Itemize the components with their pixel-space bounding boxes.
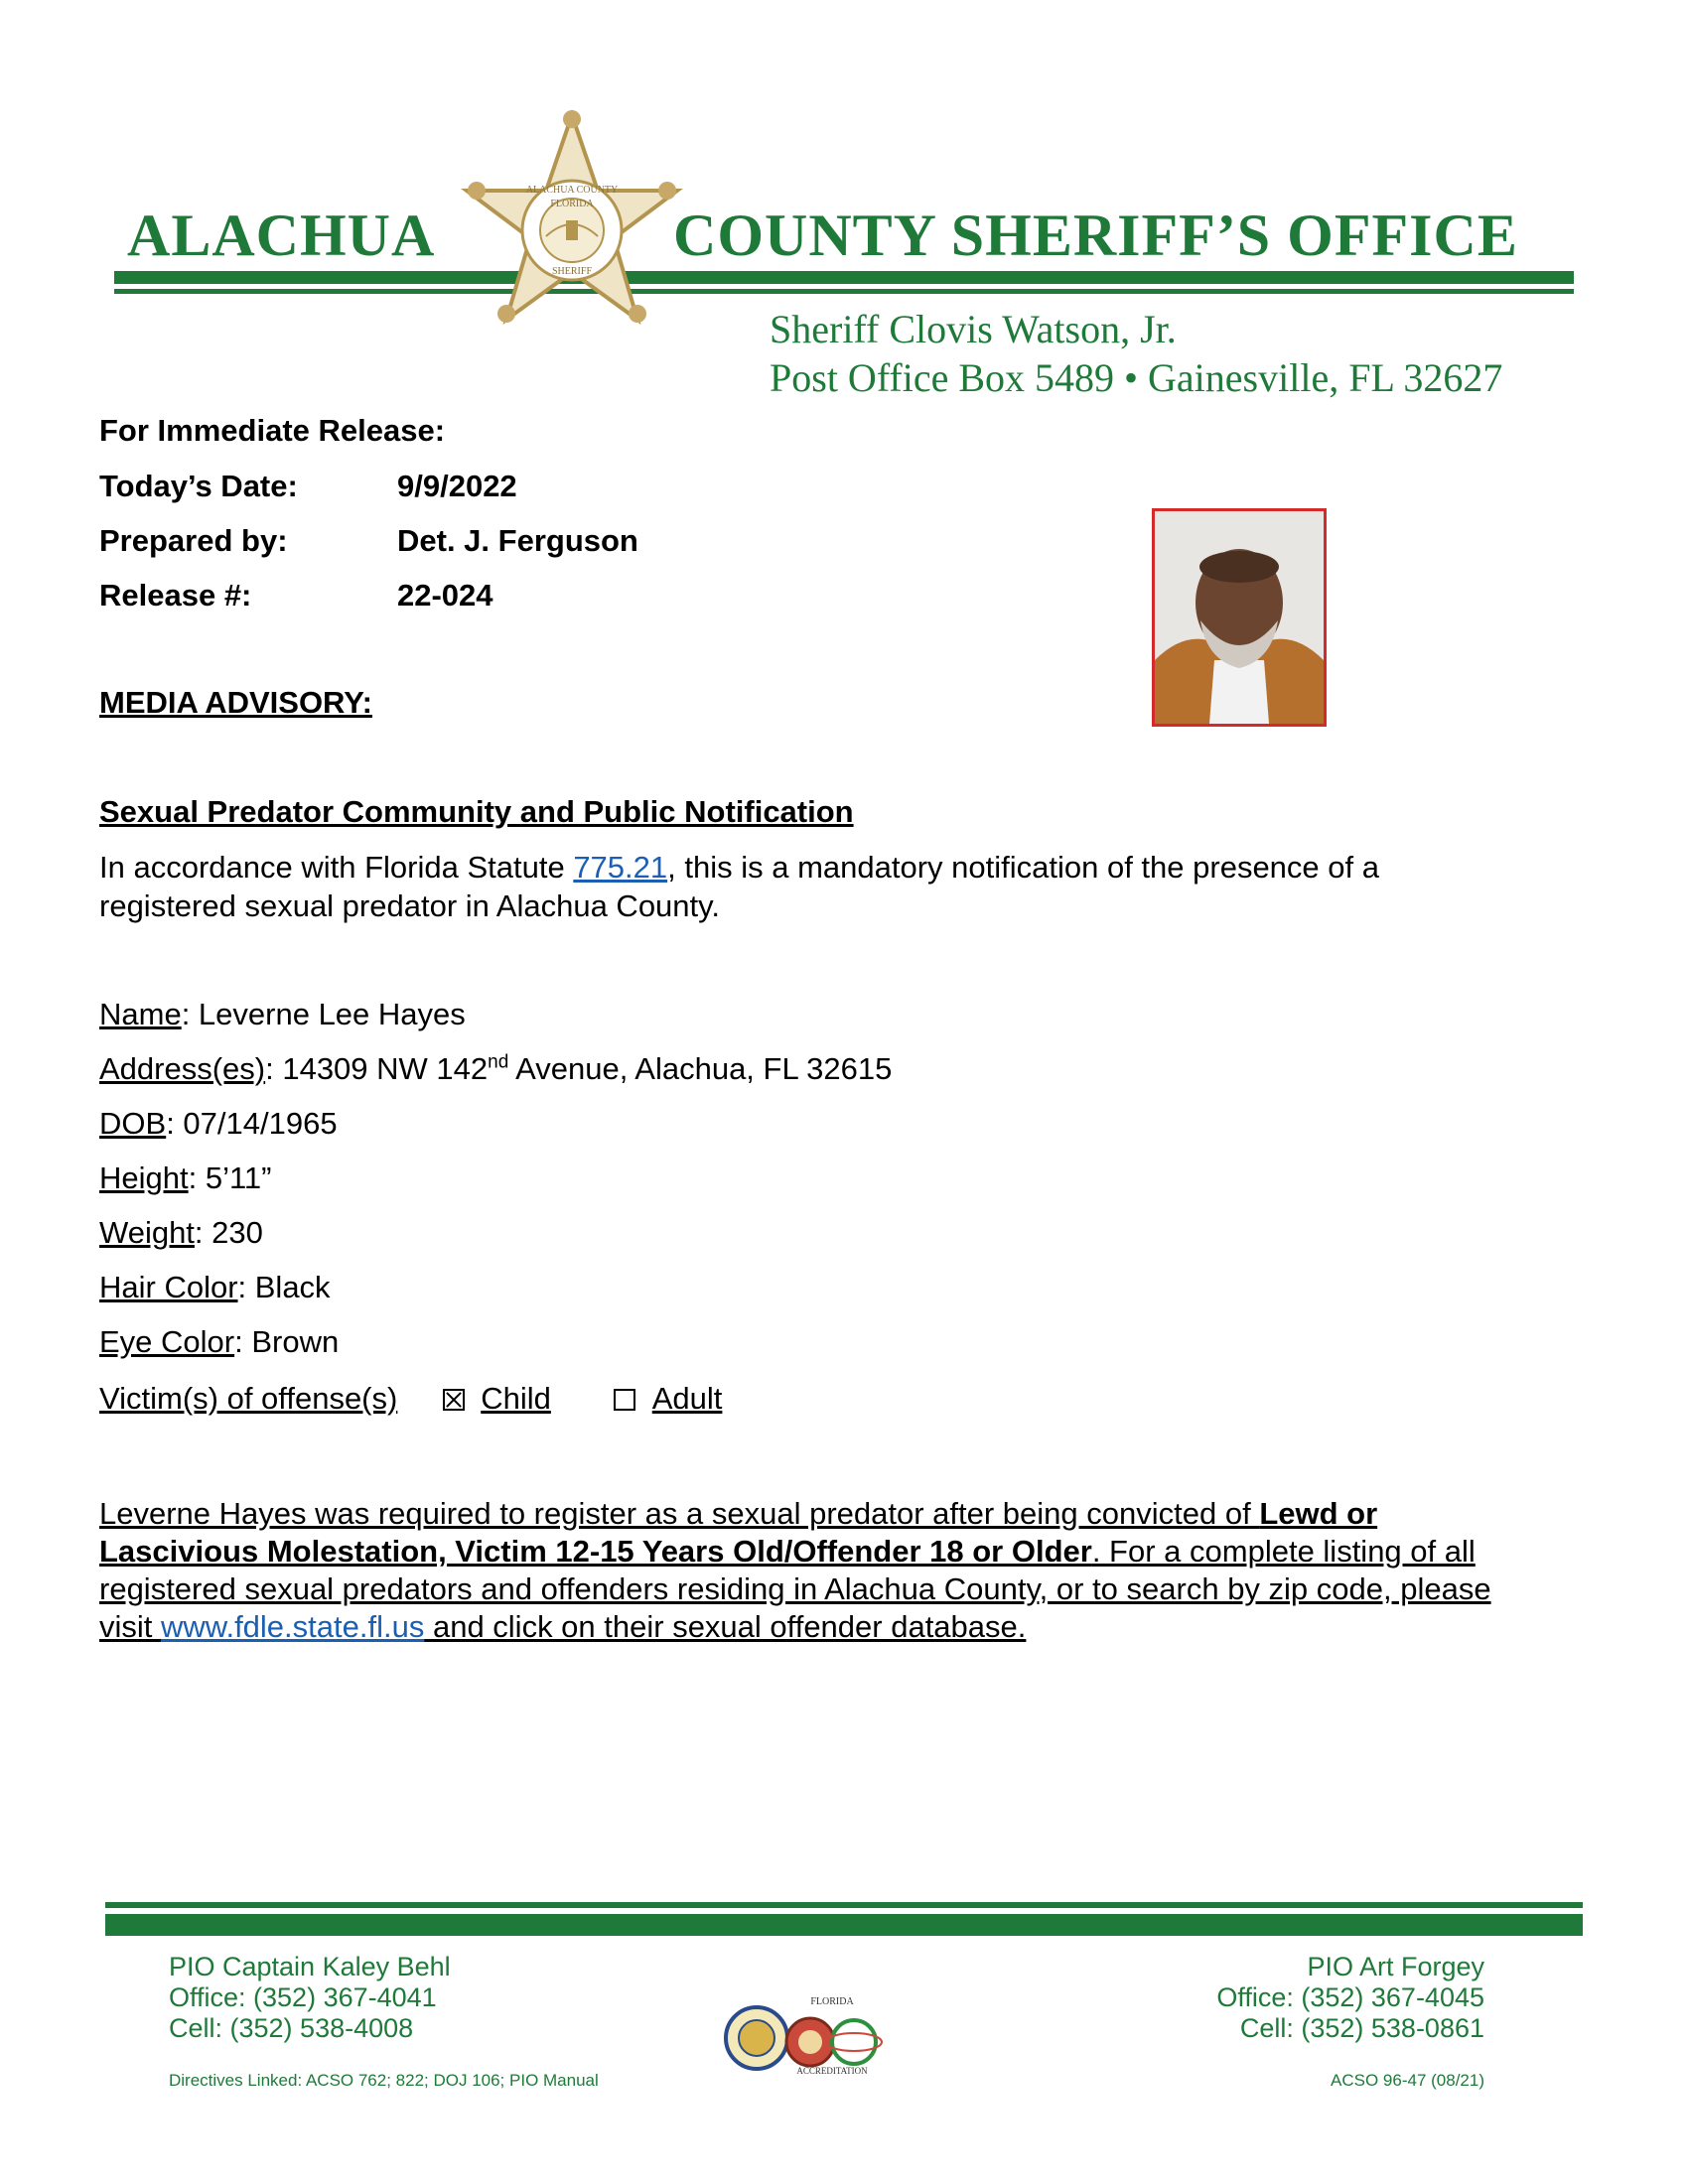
hair-color-label: Hair Color: [99, 1270, 238, 1304]
office-address: Post Office Box 5489 • Gainesville, FL 32627: [770, 355, 1503, 400]
eye-color-label: Eye Color: [99, 1324, 235, 1359]
footer-left-name: PIO Captain Kaley Behl: [169, 1952, 451, 1981]
footer-right-office: Office: (352) 367-4045: [1216, 1982, 1484, 2012]
footer-rule-thick: [105, 1914, 1583, 1936]
eye-color-value: : Brown: [234, 1324, 340, 1359]
dob-value: : 07/14/1965: [166, 1106, 338, 1141]
dob-label: DOB: [99, 1106, 167, 1141]
sheriff-name: Sheriff Clovis Watson, Jr.: [770, 307, 1177, 351]
adult-option-label: Adult: [651, 1381, 723, 1416]
dob-field: [99, 1106, 338, 1142]
notification-heading: Sexual Predator Community and Public Notification: [99, 794, 854, 829]
badge-text-county: ALACHUA COUNTY: [525, 185, 619, 196]
release-number-label: Release #:: [99, 578, 252, 613]
conviction-notice: [99, 1495, 1499, 1646]
notification-intro: [99, 848, 1489, 925]
fdle-website-link[interactable]: www.fdle.state.fl.us: [161, 1609, 425, 1644]
person-photo-icon: [1155, 511, 1324, 724]
address-field: [99, 1051, 892, 1087]
accreditation-seals-icon: [721, 1990, 895, 2075]
height-field: [99, 1160, 271, 1196]
header-rule-thin: [114, 289, 1574, 294]
immediate-release-label: For Immediate Release:: [99, 413, 446, 448]
victims-label: Victim(s) of offense(s): [99, 1381, 398, 1416]
header-title-right: COUNTY SHERIFF’S OFFICE: [673, 203, 1518, 268]
notice-text-1: Leverne Hayes was required to register as a sexual predator after being convicted of: [99, 1496, 1260, 1531]
weight-label: Weight: [99, 1215, 195, 1250]
height-value: : 5’11”: [188, 1160, 272, 1195]
height-label: Height: [99, 1160, 189, 1195]
weight-value: : 230: [194, 1215, 263, 1250]
notice-offense: Lewd or Lascivious Molestation, Victim 12-15 Years Old/Offender 18 or Older: [99, 1496, 1378, 1569]
address-superscript: nd: [488, 1051, 509, 1073]
notice-text-2: . For a complete listing of all registered sexual predators and offenders residing in Alachua County, or to search by zip code, please visit: [99, 1534, 1491, 1644]
hair-color-field: [99, 1270, 331, 1305]
offender-photo: [1152, 508, 1327, 727]
date-value: 9/9/2022: [397, 469, 517, 503]
intro-text-before: In accordance with Florida Statute: [99, 850, 574, 885]
weight-field: [99, 1215, 263, 1251]
address-value-pre: : 14309 NW 142: [265, 1051, 489, 1086]
name-value: : Leverne Lee Hayes: [181, 997, 466, 1031]
prepared-by-value: Det. J. Ferguson: [397, 523, 638, 558]
footer-form-code: ACSO 96-47 (08/21): [1331, 2071, 1484, 2090]
seal-text-accreditation: ACCREDITATION: [796, 2066, 868, 2075]
date-label: Today’s Date:: [99, 469, 298, 503]
hair-color-value: : Black: [237, 1270, 331, 1304]
footer-left-office: Office: (352) 367-4041: [169, 1982, 437, 2012]
adult-checkbox[interactable]: [614, 1389, 635, 1411]
name-field: [99, 997, 466, 1032]
header-title-left: ALACHUA: [127, 203, 436, 268]
sheriff-star-badge-icon: [459, 109, 685, 347]
footer-right-name: PIO Art Forgey: [1307, 1952, 1484, 1981]
header-rule-thick: [114, 271, 1574, 284]
victims-field: [99, 1381, 722, 1417]
eye-color-field: [99, 1324, 339, 1360]
notice-text-3: and click on their sexual offender database.: [424, 1609, 1027, 1644]
footer-rule-thin: [105, 1902, 1583, 1908]
child-option-label: Child: [481, 1381, 551, 1416]
footer-directives: Directives Linked: ACSO 762; 822; DOJ 106; PIO Manual: [169, 2071, 599, 2090]
address-value-post: Avenue, Alachua, FL 32615: [508, 1051, 893, 1086]
name-label: Name: [99, 997, 182, 1031]
footer-right-cell: Cell: (352) 538-0861: [1239, 2013, 1484, 2043]
prepared-by-label: Prepared by:: [99, 523, 288, 558]
child-checkbox[interactable]: [443, 1389, 465, 1411]
footer-left-cell: Cell: (352) 538-4008: [169, 2013, 414, 2043]
badge-text-sheriff: SHERIFF: [551, 266, 593, 277]
seal-text-florida: FLORIDA: [810, 1996, 854, 2007]
address-label: Address(es): [99, 1051, 266, 1086]
release-number-value: 22-024: [397, 578, 493, 613]
badge-text-state: FLORIDA: [550, 199, 594, 209]
intro-text-after: , this is a mandatory notification of the presence of a registered sexual predator in Alachua County.: [99, 850, 1379, 923]
statute-link[interactable]: 775.21: [573, 850, 668, 885]
media-advisory-heading: MEDIA ADVISORY:: [99, 685, 372, 720]
